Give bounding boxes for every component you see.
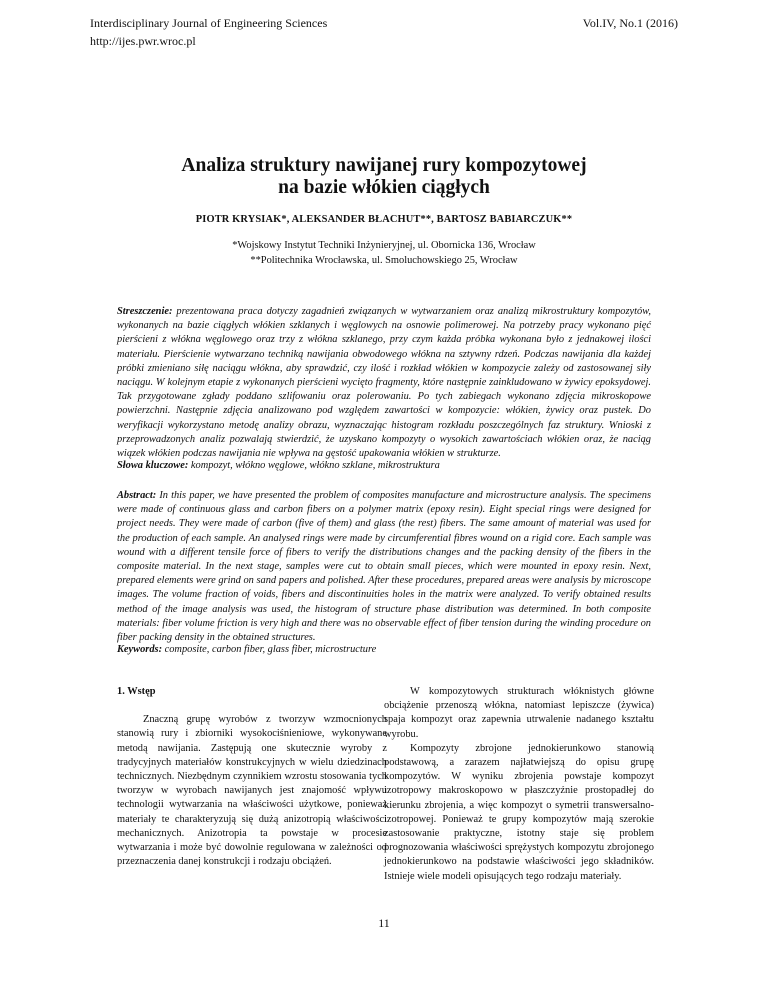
keywords-en: [117, 643, 651, 657]
volume-info: Vol.IV, No.1 (2016): [582, 16, 678, 30]
journal-url: http://ijes.pwr.wroc.pl: [90, 34, 196, 48]
paper-title: [90, 155, 678, 199]
abstract-en: [117, 489, 651, 645]
left-column: [117, 685, 387, 869]
paragraph: Znaczną grupę wyrobów z tworzyw wzmocnionych stanowią rury i zbiorniki wysokociśnieniowe, wykonywane metodą nawijania. Zastępują one skutecznie wyroby z tradycyjnych materiałów konstrukcyjnych w wielu dziedzinach technicznych. Niezbędnym czynnikiem wzrostu stosowania tych tworzyw w wyrobach nawijanych jest znajomość wpływu technologii wytwarzania na właściwości użytkowe, ponieważ materiały te charakteryzują się dużą anizotropią właściwości mechanicznych. Anizotropia ta powstaje w procesie wytwarzania i może być dowolnie regulowana w zależności od przeznaczenia danej konstrukcji i rodzaju obciążeń.: [117, 714, 387, 868]
keywords-pl: [117, 459, 651, 473]
keywords-pl-label: Słowa kluczowe:: [117, 460, 189, 471]
page-number: 11: [378, 916, 390, 930]
abstract-en-text: In this paper, we have presented the problem of composites manufacture and microstructure analysis. The specimens were made of continuous glass and carbon fibers on a polymer matrix (epoxy resin). Eight special rings were designed for project needs. They were made of carbon (five of them) and glass (the rest) fibers. The same amount of material was used for the production of each sample. An analysed rings were made by circumferential fibres wound on a rigid core. Each sample was wound with a different tensile force of fibers to verify the distributions changes and the packing density of the fibers in the composite material. In the next stage, samples were cut to obtain small pieces, which were mounted in epoxy resin. Next, prepared elements were grind on sand papers and polished. After these procedures, prepared areas were analysis by microscope images. The volume fraction of voids, fibers and discontinuities holes in the matrix were analyzed. To verify obtained results method of the image analysis was used, the histogram of structure phase distribution was determined. In both composite materials: fiber volume friction is very high and there was no observable effect of fiber tension during the winding procedure on fiber packing density in the obtained structures.: [117, 490, 651, 644]
abstract-pl-label: Streszczenie:: [117, 306, 173, 317]
running-header: [90, 14, 678, 50]
affiliation-1: *Wojskowy Instytut Techniki Inżynieryjnej, ul. Obornicka 136, Wrocław: [232, 240, 536, 251]
abstract-pl-text: prezentowana praca dotyczy zagadnień związanych w wytwarzaniem oraz analizą mikrostruktury kompozytów, wykonanych na bazie ciągłych włókien szklanych i węglowych na osnowie polimerowej. Na potrzeby pracy wykonano pięć pierścieni z włókna węglowego oraz trzy z włókna szklanego, przy czym każda próbka wykonana było z jednakowej ilości materiału. Pierścienie wytwarzano techniką nawijania obwodowego włókna na sztywny rdzeń. Podczas nawijania dla każdej próbki zmieniano siłę naciągu włókna, aby sprawdzić, czy ilość i rozkład włókien w kompozycie zależy od zastosowanej siły naciągu. W kolejnym etapie z wykonanych pierścieni wycięto fragmenty, które następnie zainkludowano w żywicy epoksydowej. Tak przygotowane zgłady poddano szlifowaniu oraz polerowaniu. Po tych zabiegach wykonano zdjęcia mikroskopowe powierzchni. Następnie zdjęcia analizowano pod względem zawartości w kompozycie: włókien, żywicy oraz pustek. Do weryfikacji wykorzystano metodę analizy obrazu, wyznaczając histogram rozkładu poszczególnych faz struktury. Wnioski z przeprowadzonych analiz pozwalają stwierdzić, że uzyskano kompozyty o wysokich zawartościach włókien oraz, że naciąg wiązek włókien podczas nawijania nie wpływa na gęstość upakowania włókien w strukturze.: [117, 306, 651, 460]
authors: PIOTR KRYSIAK*, ALEKSANDER BŁACHUT**, BARTOSZ BABIARCZUK**: [195, 214, 573, 225]
journal-name: Interdisciplinary Journal of Engineering Sciences: [90, 16, 328, 30]
keywords-pl-text: kompozyt, włókno węglowe, włókno szklane, mikrostruktura: [188, 460, 440, 471]
paragraph: Kompozyty zbrojone jednokierunkowo stanowią podstawową, a zarazem najłatwiejszą do opisu grupę kompozytów. W wyniku zbrojenia powstaje kompozyt izotropowy makroskopowo w płaszczyźnie prostopadłej do kierunku zbrojenia, a więc kompozyt o symetrii transwersalno-izotropowej. Ponieważ te grupy kompozytów mają szerokie zastosowanie praktyczne, istotny staje się problem prognozowania właściwości sprężystych kompozytu zbrojonego jednokierunkowo na podstawie właściwości jego składników. Istnieje wiele modeli opisujących tego rodzaju materiały.: [384, 742, 654, 882]
title-line-1: Analiza struktury nawijanej rury kompozytowej: [181, 155, 587, 176]
abstract-en-label: Abstract:: [117, 490, 157, 501]
right-column: [384, 685, 654, 884]
keywords-en-label: Keywords:: [117, 644, 163, 655]
affiliations: [90, 238, 678, 268]
affiliation-2: **Politechnika Wrocławska, ul. Smoluchowskiego 25, Wrocław: [250, 255, 518, 266]
abstract-pl: [117, 305, 651, 461]
paragraph: W kompozytowych strukturach włóknistych główne obciążenie przenoszą włókna, natomiast lepiszcze (żywica) spaja kompozyt oraz zapewnia utrwalenie nadanego kształtu wyrobu.: [384, 686, 654, 740]
section-heading: 1. Wstęp: [117, 686, 156, 697]
keywords-en-text: composite, carbon fiber, glass fiber, microstructure: [162, 644, 377, 655]
title-line-2: na bazie włókien ciągłych: [278, 177, 490, 198]
